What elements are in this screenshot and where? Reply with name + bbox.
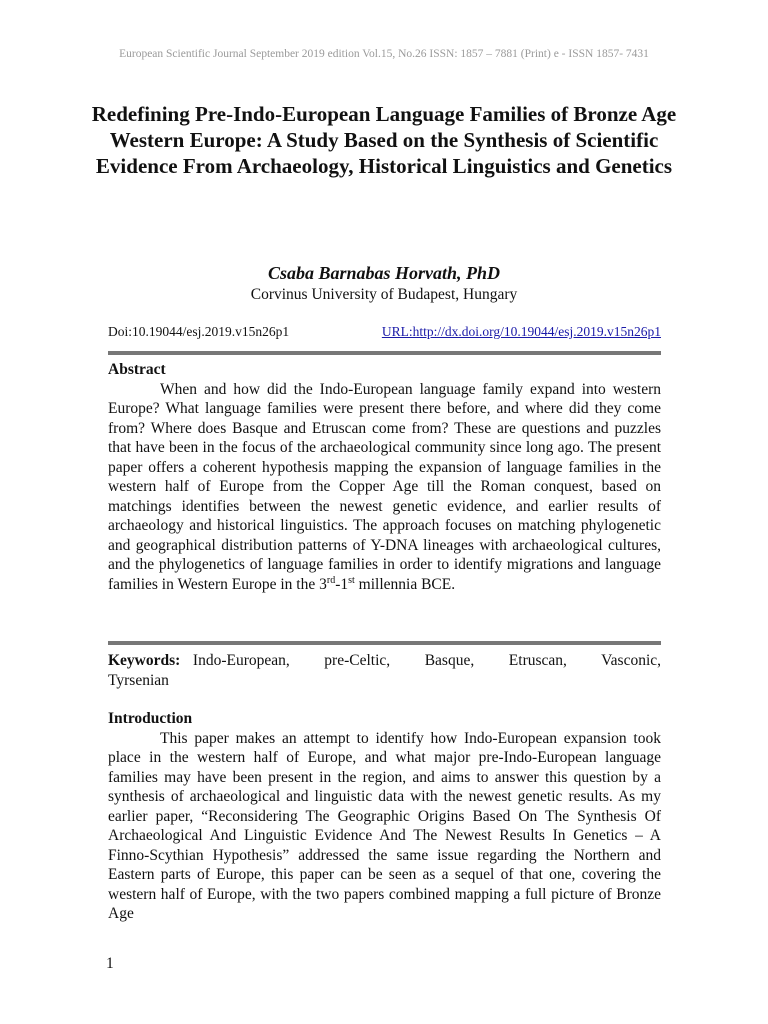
abstract-mid: -1 (335, 575, 349, 593)
abstract-text (108, 380, 661, 595)
keywords-label: Keywords: (108, 652, 181, 669)
doi-text: Doi:10.19044/esj.2019.v15n26p1 (108, 324, 290, 339)
abstract-body: When and how did the Indo-European language family expand into western Europe? What language families were present there before, and where did they come from? Where does Basque and Etruscan come from? These are questions and puzzles that have been in the focus of the archaeological community since long ago. The present paper offers a coherent hypothesis mapping the expansion of language families in the western half of Europe from the Copper Age till the Roman conquest, based on matchings identifies between the newest genetic evidence, and earlier results of archaeology and historical linguistics. The approach focuses on matching phylogenetic and geographical distribution patterns of Y-DNA lineages with archaeological cultures, and the phylogenetics of language families in order to identify migrations and language families in Western Europe in the 3 (108, 380, 661, 593)
abstract-end: millennia BCE. (354, 575, 456, 593)
abstract-section (108, 360, 661, 594)
divider-top (108, 351, 661, 355)
keywords-section (108, 651, 661, 690)
author-affiliation: Corvinus University of Budapest, Hungary (250, 286, 518, 303)
abstract-heading: Abstract (108, 361, 166, 378)
author-name: Csaba Barnabas Horvath, PhD (267, 263, 501, 283)
journal-header: European Scientific Journal September 2019 edition Vol.15, No.26 ISSN: 1857 – 7881 (Print) e - ISSN 1857- 7431 (119, 48, 649, 60)
introduction-heading: Introduction (108, 710, 193, 727)
paper-title: Redefining Pre-Indo-European Language Families of Bronze Age Western Europe: A Study Based on the Synthesis of Scientific Evidence From Archaeology, Historical Linguistics and Genetics (91, 102, 677, 178)
doi-url-link[interactable]: URL:http://dx.doi.org/10.19044/esj.2019.v15n26p1 (381, 324, 661, 339)
introduction-section (108, 709, 661, 924)
introduction-text: This paper makes an attempt to identify how Indo-European expansion took place in the western half of Europe, and what major pre-Indo-European language families may have been present in the region, and aims to answer this question by a synthesis of archaeological and linguistic data with the newest genetic results. As my earlier paper, “Reconsidering The Geographic Origins Based On The Synthesis Of Archaeological And Linguistic Evidence And The Newest Results In Genetics – A Finno-Scythian Hypothesis” addressed the same issue regarding the Northern and Eastern parts of Europe, this paper can be seen as a sequel of that one, covering the western half of Europe, with the two papers combined mapping a full picture of Bronze Age (108, 729, 661, 922)
page-number: 1 (106, 955, 114, 972)
keywords-text: Indo-European, pre-Celtic, Basque, Etruscan, Vasconic, Tyrsenian (108, 652, 662, 689)
divider-bottom (108, 641, 661, 645)
superscript-st: st (348, 574, 355, 586)
superscript-rd: rd (326, 574, 336, 586)
